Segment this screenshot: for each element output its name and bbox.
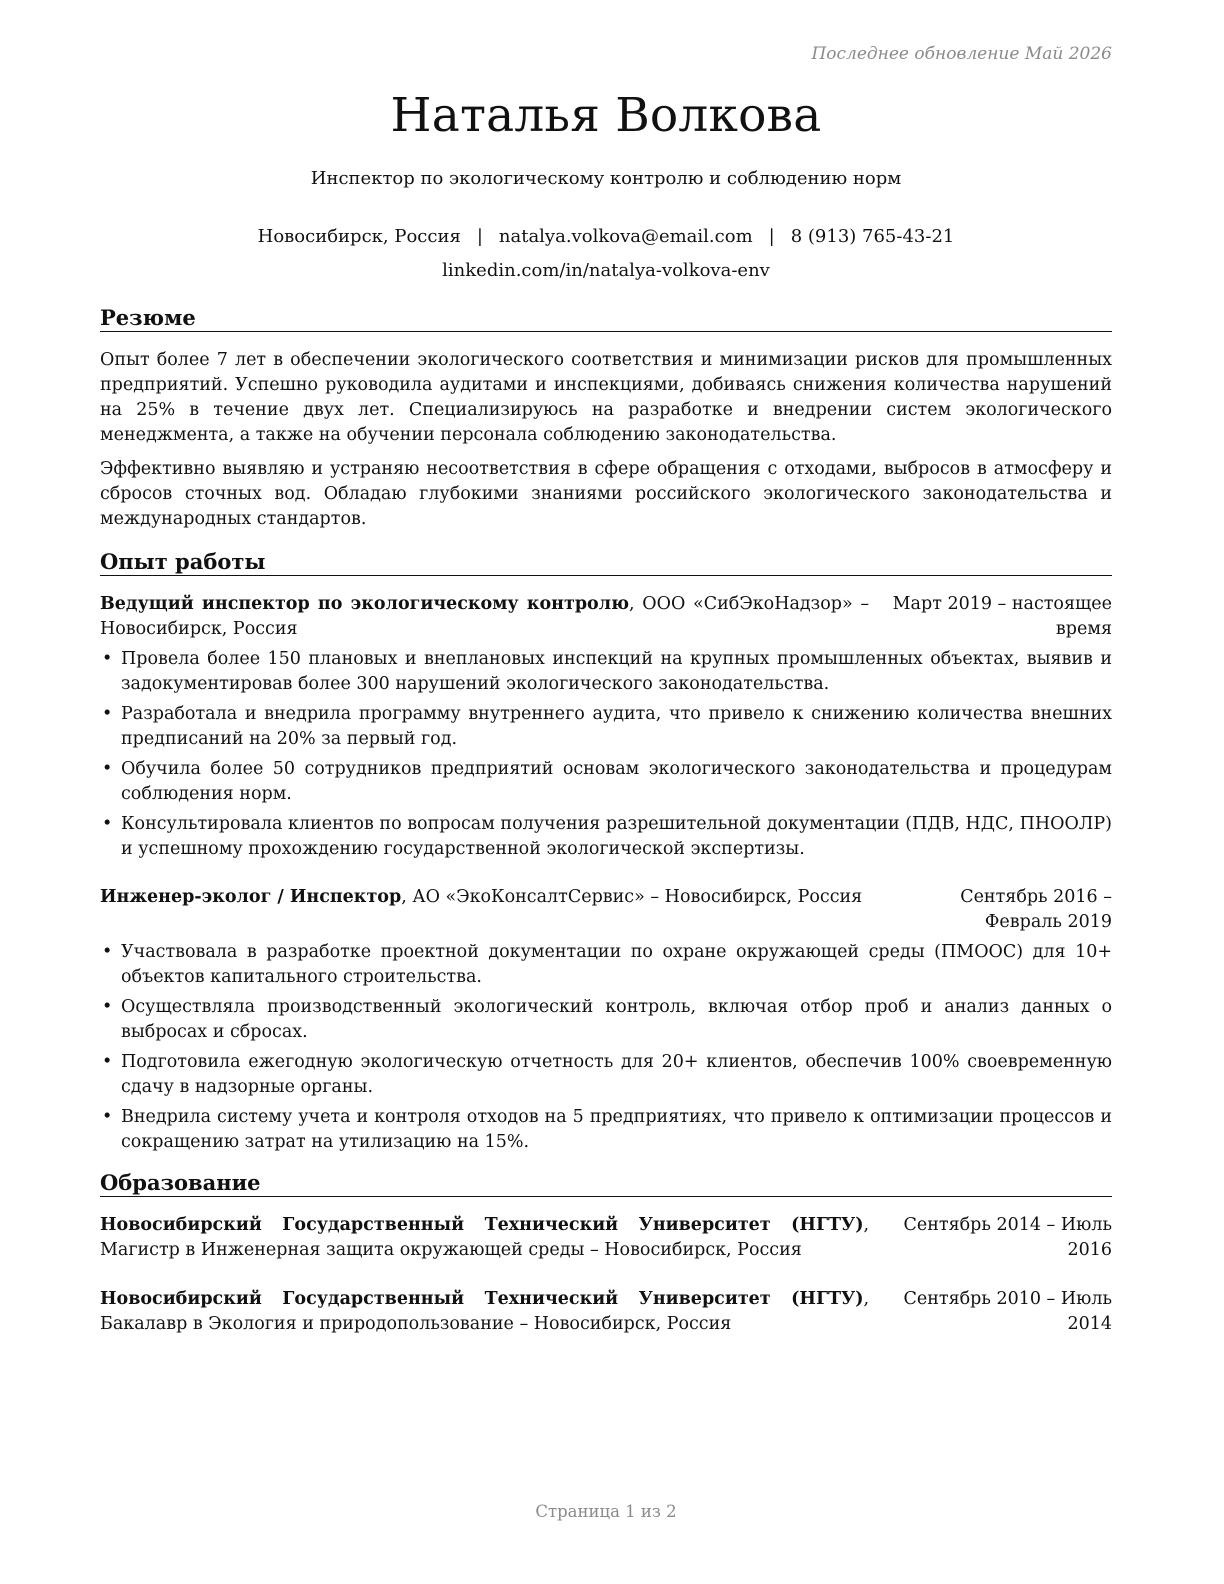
contact-separator: | — [476, 226, 483, 247]
list-item: • Консультировала клиентов по вопросам получения разрешительной документации (ПДВ, НДС, ПНООЛР) и успешному прохождению государственной экологической экспертизы. — [100, 812, 1112, 862]
job-role-company — [100, 592, 869, 642]
list-item: • Обучила более 50 сотрудников предприятий основам экологического законодательства и процедурам соблюдения норм. — [100, 757, 1112, 807]
job-dates: Сентябрь 2016 – Февраль 2019 — [960, 887, 1112, 932]
education-dates: Сентябрь 2010 – Июль 2014 — [903, 1289, 1112, 1334]
list-item: • Провела более 150 плановых и внеплановых инспекций на крупных промышленных объектах, выявив и задокументировав более 300 нарушений экологического законодательства. — [100, 647, 1112, 697]
job-bullets — [100, 647, 1112, 867]
list-item: • Подготовила ежегодную экологическую отчетность для 20+ клиентов, обеспечив 100% своевременную сдачу в надзорные органы. — [100, 1050, 1112, 1100]
summary-paragraph: Опыт более 7 лет в обеспечении экологического соответствия и минимизации рисков для промышленных предприятий. Успешно руководила аудитами и инспекциями, добиваясь снижения количества нарушений на 25% в течение двух лет. Специализируюсь на разработке и внедрении систем экологического менеджмента, а также на обучении персонала соблюдению законодательства. — [100, 350, 1112, 445]
resume-page — [100, 0, 1112, 1584]
contact-line-1 — [100, 220, 1112, 254]
education-school: Новосибирский Государственный Технический Университет (НГТУ) — [100, 1215, 864, 1235]
contact-info — [100, 220, 1112, 288]
job-role: Инженер-эколог / Инспектор — [100, 887, 402, 907]
last-updated: Последнее обновление Май 2026 — [811, 44, 1112, 64]
contact-location: Новосибирск, Россия — [257, 226, 461, 247]
education-degree: , Бакалавр в Экология и природопользование – Новосибирск, Россия — [100, 1289, 870, 1334]
job-role-company — [100, 885, 869, 935]
contact-linkedin[interactable]: linkedin.com/in/natalya-volkova-env — [442, 260, 770, 281]
education-school-degree — [100, 1287, 869, 1337]
candidate-name: Наталья Волкова — [390, 88, 822, 143]
education-entry — [100, 1213, 1112, 1263]
page-number: Страница 1 из 2 — [535, 1502, 677, 1521]
job-header — [100, 592, 1112, 642]
summary-paragraph: Эффективно выявляю и устраняю несоответствия в сфере обращения с отходами, выбросов в атмосферу и сбросов сточных вод. Обладаю глубокими знаниями российского экологического законодательства и международных стандартов. — [100, 459, 1112, 529]
section-title-education: Образование — [100, 1170, 1112, 1197]
education-degree: , Магистр в Инженерная защита окружающей среды – Новосибирск, Россия — [100, 1215, 870, 1260]
list-item: • Разработала и внедрила программу внутреннего аудита, что привело к снижению количества внешних предписаний на 20% за первый год. — [100, 702, 1112, 752]
contact-separator: | — [768, 226, 775, 247]
section-title-summary: Резюме — [100, 305, 1112, 332]
section-title-experience: Опыт работы — [100, 549, 1112, 576]
job-role: Ведущий инспектор по экологическому контролю — [100, 594, 630, 614]
contact-phone[interactable]: 8 (913) 765-43-21 — [790, 226, 955, 247]
job-company: , АО «ЭкоКонсалтСервис» – Новосибирск, Россия — [401, 887, 863, 907]
job-dates: Март 2019 – настоящее время — [892, 594, 1112, 639]
education-entry — [100, 1287, 1112, 1337]
contact-email[interactable]: natalya.volkova@email.com — [498, 226, 753, 247]
job-bullets — [100, 940, 1112, 1160]
education-school-degree — [100, 1213, 869, 1263]
list-item: • Внедрила систему учета и контроля отходов на 5 предприятиях, что привело к оптимизации процессов и сокращению затрат на утилизацию на 15%. — [100, 1105, 1112, 1155]
job-title: Инспектор по экологическому контролю и соблюдению норм — [310, 168, 902, 189]
contact-line-2 — [100, 254, 1112, 288]
list-item: • Участвовала в разработке проектной документации по охране окружающей среды (ПМООС) для 10+ объектов капитального строительства. — [100, 940, 1112, 990]
education-dates: Сентябрь 2014 – Июль 2016 — [903, 1215, 1112, 1260]
job-header — [100, 885, 1112, 935]
education-school: Новосибирский Государственный Технический Университет (НГТУ) — [100, 1289, 864, 1309]
list-item: • Осуществляла производственный экологический контроль, включая отбор проб и анализ данных о выбросах и сбросах. — [100, 995, 1112, 1045]
job-company: , ООО «СибЭкоНадзор» – Новосибирск, Россия — [100, 594, 870, 639]
